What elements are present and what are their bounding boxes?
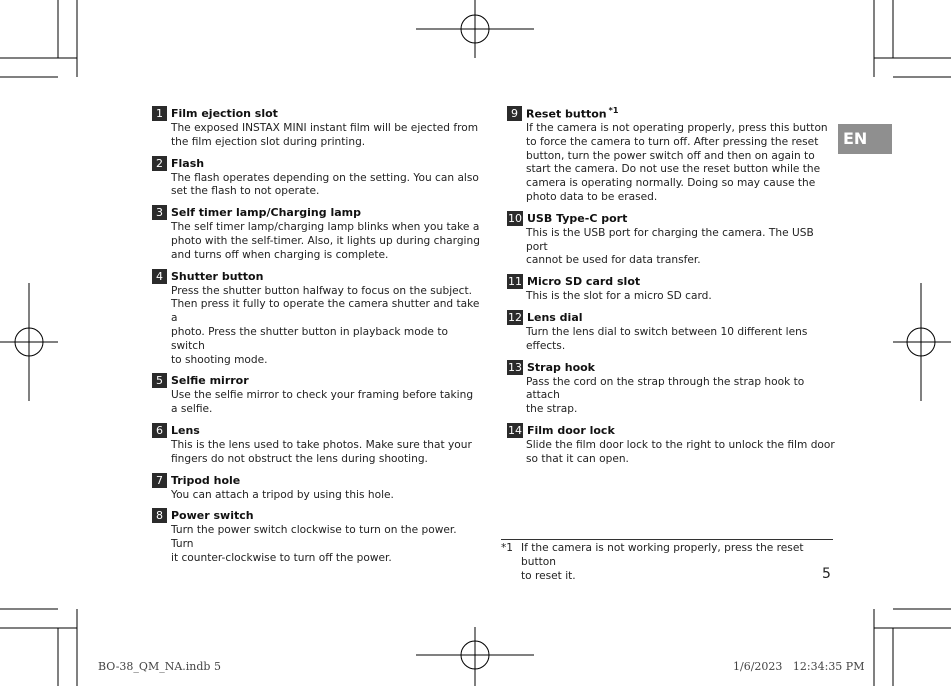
description-line: and turns off when charging is complete. (171, 248, 389, 261)
description-line: button, turn the power switch off and then on again to (526, 149, 815, 162)
description-line: a selfie. (171, 403, 213, 416)
description-line: cannot be used for data transfer. (526, 254, 701, 267)
part-description (171, 122, 480, 150)
part-item (505, 210, 837, 268)
description-line: This is the USB port for charging the camera. The USB port (526, 226, 814, 253)
part-heading (150, 204, 480, 221)
part-heading (505, 210, 837, 227)
part-number-badge: 14 (508, 423, 522, 437)
part-item (150, 422, 480, 467)
description-line: to shooting mode. (171, 353, 268, 366)
description-line: The self timer lamp/charging lamp blinks when you take a (171, 221, 480, 234)
part-title-text: Strap hook (527, 360, 595, 374)
part-heading (150, 372, 480, 389)
left-column (150, 105, 480, 571)
footnote-rule (501, 539, 833, 540)
part-title (171, 509, 254, 522)
part-title (171, 374, 249, 387)
part-item (150, 204, 480, 262)
description-line: You can attach a tripod by using this hole. (171, 488, 394, 501)
part-title-text: Lens dial (527, 310, 583, 324)
description-line: photo with the self-timer. Also, it lights up during charging (171, 234, 480, 247)
part-description (171, 221, 480, 262)
part-number-badge: 8 (152, 508, 167, 523)
description-line: fingers do not obstruct the lens during shooting. (171, 452, 428, 465)
slug-filename: BO-38_QM_NA.indb 5 (98, 660, 221, 673)
description-line: to force the camera to turn off. After pressing the reset (526, 135, 819, 148)
part-number-badge: 9 (507, 106, 522, 121)
part-title-text: Shutter button (171, 269, 264, 283)
description-line: Then press it fully to operate the camera shutter and take a (171, 298, 480, 325)
part-title-text: Reset button (526, 107, 607, 121)
description-line: This is the slot for a micro SD card. (526, 290, 712, 303)
part-description (526, 290, 837, 304)
part-heading (505, 309, 837, 326)
part-item (150, 507, 480, 565)
part-heading (150, 507, 480, 524)
part-heading (150, 472, 480, 489)
part-number-badge: 7 (152, 473, 167, 488)
footnote-line: to reset it. (521, 569, 576, 582)
part-title-text: Film ejection slot (171, 107, 278, 120)
footnote-line: If the camera is not working properly, press the reset button (521, 542, 804, 568)
part-number-badge: 4 (152, 269, 167, 284)
part-title-text: Micro SD card slot (527, 275, 641, 289)
part-description (526, 227, 837, 268)
right-column (505, 105, 837, 472)
footnote-reference: *1 (608, 106, 619, 116)
part-title (527, 424, 615, 437)
part-number-badge: 2 (152, 156, 167, 171)
description-line: The flash operates depending on the setting. You can also (171, 171, 479, 184)
description-line: so that it can open. (526, 452, 629, 465)
slug-timestamp (733, 660, 864, 673)
description-line: camera is operating normally. Doing so may cause the (526, 177, 816, 190)
description-line: the film ejection slot during printing. (171, 135, 366, 148)
page-number: 5 (822, 566, 831, 582)
part-title (527, 275, 640, 288)
part-heading (150, 268, 480, 285)
part-number-badge: 5 (152, 373, 167, 388)
part-item (150, 155, 480, 200)
part-description (526, 376, 837, 417)
part-description (526, 326, 837, 354)
description-line: Turn the power switch clockwise to turn on the power. Turn (171, 524, 457, 551)
slug-time: 12:34:35 PM (792, 660, 865, 673)
part-title (171, 270, 263, 283)
description-line: Press the shutter button halfway to focus on the subject. (171, 284, 473, 297)
description-line: This is the lens used to take photos. Make sure that your (171, 438, 472, 451)
part-item (150, 472, 480, 503)
description-line: start the camera. Do not use the reset button while the (526, 163, 821, 176)
part-heading (505, 105, 837, 122)
part-heading (505, 273, 837, 290)
description-line: it counter-clockwise to turn off the power. (171, 551, 392, 564)
part-title (171, 474, 240, 487)
part-heading (505, 359, 837, 376)
part-title-text: Flash (171, 156, 205, 170)
part-title (526, 106, 618, 121)
footnote-mark: *1 (501, 542, 514, 554)
part-title-text: Lens (171, 423, 200, 437)
part-number-badge: 3 (152, 205, 167, 220)
part-title (527, 361, 595, 374)
part-title (527, 212, 627, 225)
part-number-badge: 10 (508, 211, 522, 225)
part-item (150, 105, 480, 150)
part-number-badge: 13 (508, 360, 522, 374)
part-number-badge: 11 (508, 275, 522, 289)
slug-date: 1/6/2023 (733, 660, 783, 673)
part-title (171, 206, 361, 219)
description-line: photo data to be erased. (526, 190, 658, 203)
part-item (505, 105, 837, 205)
description-line: the strap. (526, 403, 578, 416)
part-item (505, 422, 837, 467)
description-line: Pass the cord on the strap through the strap hook to attach (526, 375, 805, 402)
description-line: The exposed INSTAX MINI instant film will be ejected from (171, 122, 479, 134)
part-description (171, 524, 480, 565)
part-item (150, 372, 480, 417)
part-title-text: Self timer lamp/Charging lamp (171, 206, 361, 220)
part-number-badge: 1 (152, 106, 167, 121)
part-number-badge: 6 (152, 423, 167, 438)
part-heading (150, 422, 480, 439)
part-title (171, 107, 278, 120)
footnote-text (521, 542, 836, 583)
part-description (171, 439, 480, 467)
footnote (501, 542, 836, 583)
part-title (171, 424, 200, 437)
description-line: Turn the lens dial to switch between 10 different lens (526, 325, 808, 338)
part-title (171, 157, 204, 170)
part-item (505, 359, 837, 417)
part-title-text: Film door lock (527, 423, 615, 437)
description-line: photo. Press the shutter button in playback mode to switch (171, 325, 448, 352)
part-item (150, 268, 480, 368)
part-description (171, 489, 480, 503)
description-line: Slide the film door lock to the right to unlock the film door (526, 438, 835, 451)
language-tab: EN (838, 124, 892, 154)
part-description (171, 389, 480, 417)
part-description (171, 172, 480, 200)
part-heading (505, 422, 837, 439)
part-title-text: Power switch (171, 509, 254, 523)
description-line: If the camera is not operating properly, press this button (526, 122, 828, 134)
part-heading (150, 105, 480, 122)
part-description (171, 285, 480, 368)
part-title (527, 311, 583, 324)
part-item (505, 273, 837, 304)
part-title-text: USB Type-C port (527, 211, 628, 225)
description-line: effects. (526, 339, 566, 352)
part-number-badge: 12 (508, 310, 522, 324)
description-line: set the flash to not operate. (171, 185, 320, 198)
part-description (526, 439, 837, 467)
part-item (505, 309, 837, 354)
description-line: Use the selfie mirror to check your framing before taking (171, 389, 474, 402)
part-title-text: Selfie mirror (171, 374, 249, 388)
part-title-text: Tripod hole (171, 473, 241, 487)
part-heading (150, 155, 480, 172)
part-description (526, 122, 837, 205)
